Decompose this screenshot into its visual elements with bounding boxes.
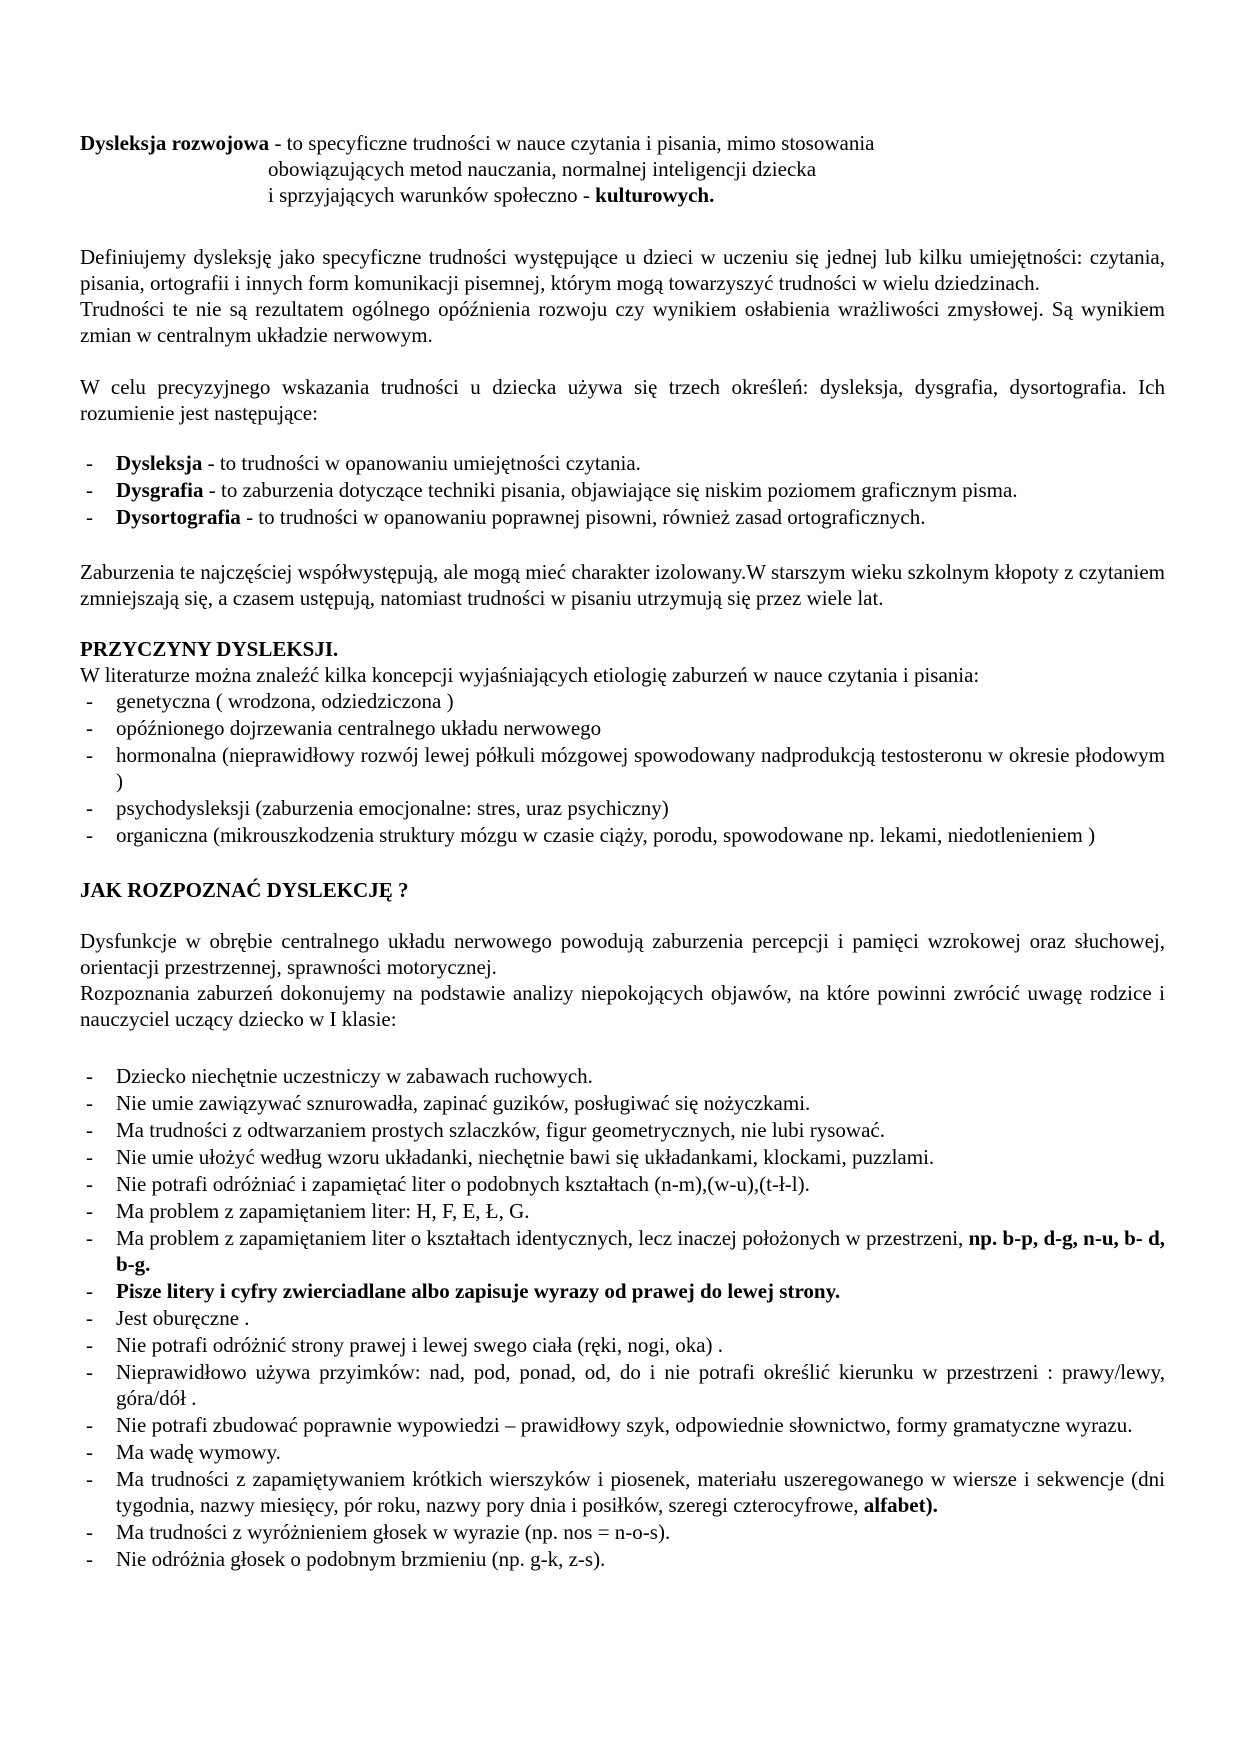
recognize-heading: JAK ROZPOZNAĆ DYSLEKCJĘ ? [80, 878, 409, 902]
symptom-item [80, 1144, 1165, 1170]
definition-desc: - to trudności w opanowaniu umiejętności czytania. [202, 451, 641, 475]
intro-line-2: obowiązujących metod nauczania, normalnej inteligencji dziecka [268, 157, 817, 181]
symptom-item [80, 1198, 1165, 1224]
symptom-text-bold: Pisze litery i cyfry zwierciadlane albo zapisuje wyrazy od prawej do lewej strony. [116, 1279, 841, 1303]
para-trudnosci: Trudności te nie są rezultatem ogólnego opóźnienia rozwoju czy wynikiem osłabienia wrażliwości zmysłowej. Są wynikiem zmian w centralnym układzie nerwowym. [80, 297, 1165, 347]
symptom-text: Nie potrafi zbudować poprawnie wypowiedzi – prawidłowy szyk, odpowiednie słownictwo, formy gramatyczne wyrazu. [116, 1413, 1133, 1437]
symptom-text: Nieprawidłowo używa przyimków: nad, pod, ponad, od, do i nie potrafi określić kierunku w przestrzeni : prawy/lewy, góra/dół . [116, 1360, 1165, 1410]
spacer [80, 611, 1165, 636]
symptom-item [80, 1519, 1165, 1545]
cause-item: - genetyczna ( wrodzona, odziedziczona ) [80, 688, 1165, 714]
cause-item: - hormonalna (nieprawidłowy rozwój lewej półkuli mózgowej spowodowany nadprodukcją testosteronu w okresie płodowym ) [80, 742, 1165, 794]
symptom-item [80, 1171, 1165, 1197]
symptom-item [80, 1546, 1165, 1572]
spacer [80, 903, 1165, 928]
symptom-item [80, 1439, 1165, 1465]
intro-line-3-text: i sprzyjających warunków społeczno - [268, 183, 596, 207]
para-zaburzenia: Zaburzenia te najczęściej współwystępują, ale mogą mieć charakter izolowany.W starszym wieku szkolnym kłopoty z czytaniem zmniejszają się, a czasem ustępują, natomiast trudności w pisaniu utrzymują się przez wiele lat. [80, 560, 1165, 610]
symptom-item [80, 1359, 1165, 1411]
symptom-text-bold: np. b-p, d-g, n-u, b- d, b-g. [116, 1226, 1165, 1276]
symptom-text: Ma trudności z wyróżnieniem głosek w wyrazie (np. nos = n-o-s). [116, 1520, 671, 1544]
symptom-text: Ma trudności z odtwarzaniem prostych szlaczków, figur geometrycznych, nie lubi rysować. [116, 1118, 885, 1142]
intro-term: Dysleksja rozwojowa [80, 131, 270, 155]
symptom-item [80, 1278, 1165, 1304]
symptom-text: Ma problem z zapamiętaniem liter: H, F, E, Ł, G. [116, 1199, 530, 1223]
spacer [80, 1032, 1165, 1063]
intro-line-1-rest: - to specyficzne trudności w nauce czytania i pisania, mimo stosowania [269, 131, 875, 155]
intro-line-3 [268, 182, 1165, 208]
definition-item-dysortografia [80, 504, 1165, 530]
causes-intro: W literaturze można znaleźć kilka koncepcji wyjaśniających etiologię zaburzeń w nauce czytania i pisania: [80, 663, 980, 687]
symptom-item [80, 1466, 1165, 1518]
definition-desc: - to zaburzenia dotyczące techniki pisania, objawiające się niskim poziomem graficznym pisma. [203, 478, 1018, 502]
cause-item: - organiczna (mikrouszkodzenia struktury mózgu w czasie ciąży, porodu, spowodowane np. lekami, niedotlenieniem ) [80, 822, 1165, 848]
symptom-text: Nie odróżnia głosek o podobnym brzmieniu (np. g-k, z-s). [116, 1547, 606, 1571]
symptom-text: Nie potrafi odróżniać i zapamiętać liter o podobnych kształtach (n-m),(w-u),(t-ł-l). [116, 1172, 810, 1196]
symptom-text: Dziecko niechętnie uczestniczy w zabawach ruchowych. [116, 1064, 593, 1088]
symptom-text: Ma wadę wymowy. [116, 1440, 281, 1464]
symptom-text: Jest oburęczne . [116, 1306, 250, 1330]
definition-item-dysleksja [80, 450, 1165, 476]
section-causes [80, 636, 1165, 848]
causes-heading: PRZYCZYNY DYSLEKSJI. [80, 637, 339, 661]
recognize-para-2: Rozpoznania zaburzeń dokonujemy na podstawie analizy niepokojących objawów, na które powinni zwrócić uwagę rodzice i nauczyciel uczący dziecko w I klasie: [80, 981, 1165, 1031]
intro-line-1 [80, 130, 1165, 156]
symptom-item [80, 1412, 1165, 1438]
symptoms-list [80, 1063, 1165, 1572]
cause-item: - psychodysleksji (zaburzenia emocjonalne: stres, uraz psychiczny) [80, 795, 1165, 821]
spacer [80, 531, 1165, 559]
symptom-text: Nie potrafi odróżnić strony prawej i lewej swego ciała (ręki, nogi, oka) . [116, 1333, 724, 1357]
para-definiujemy: Definiujemy dysleksję jako specyficzne trudności występujące u dzieci w uczeniu się jednej lub kilku umiejętności: czytania, pisania, ortografii i innych form komunikacji pisemnej, którym mogą towarzyszyć trudności w wielu dziedzinach. [80, 245, 1165, 295]
symptom-text: Nie umie zawiązywać sznurowadła, zapinać guzików, posługiwać się nożyczkami. [116, 1091, 811, 1115]
symptom-item [80, 1063, 1165, 1089]
definition-item-dysgrafia [80, 477, 1165, 503]
symptom-text: Nie umie ułożyć według wzoru układanki, niechętnie bawi się układankami, klockami, puzzlami. [116, 1145, 935, 1169]
para-w-celu: W celu precyzyjnego wskazania trudności u dziecka używa się trzech określeń: dysleksja, dysgrafia, dysortografia. Ich rozumienie jest następujące: [80, 375, 1165, 425]
symptom-text: Ma trudności z zapamiętywaniem krótkich wierszyków i piosenek, materiału uszeregowanego w wiersze i sekwencje (dni tygodnia, nazwy miesięcy, pór roku, nazwy pory dnia i posiłków, szeregi czterocyfrowe, [116, 1467, 1165, 1517]
definition-term: Dysortografia [116, 505, 241, 529]
section-recognize [80, 877, 1165, 1572]
intro-definition [80, 130, 1165, 208]
symptom-text-bold: alfabet). [863, 1493, 938, 1517]
symptom-item [80, 1090, 1165, 1116]
definitions-list [80, 450, 1165, 530]
cause-item: - opóźnionego dojrzewania centralnego układu nerwowego [80, 715, 1165, 741]
intro-line-3-bold: kulturowych. [595, 183, 715, 207]
definition-paragraphs [80, 244, 1165, 348]
spacer [80, 849, 1165, 877]
symptom-item [80, 1225, 1165, 1277]
definition-desc: - to trudności w opanowaniu poprawnej pisowni, również zasad ortograficznych. [240, 505, 926, 529]
document-content [80, 130, 1165, 1573]
definition-term: Dysleksja [116, 451, 203, 475]
symptom-item [80, 1332, 1165, 1358]
symptom-item [80, 1117, 1165, 1143]
symptom-item [80, 1305, 1165, 1331]
definition-term: Dysgrafia [116, 478, 204, 502]
recognize-para-1: Dysfunkcje w obrębie centralnego układu nerwowego powodują zaburzenia percepcji i pamięci wzrokowej oraz słuchowej, orientacji przestrzennej, sprawności motorycznej. [80, 929, 1165, 979]
symptom-text: Ma problem z zapamiętaniem liter o kształtach identycznych, lecz inaczej położonych w przestrzeni, [116, 1226, 964, 1250]
causes-list [80, 688, 1165, 848]
